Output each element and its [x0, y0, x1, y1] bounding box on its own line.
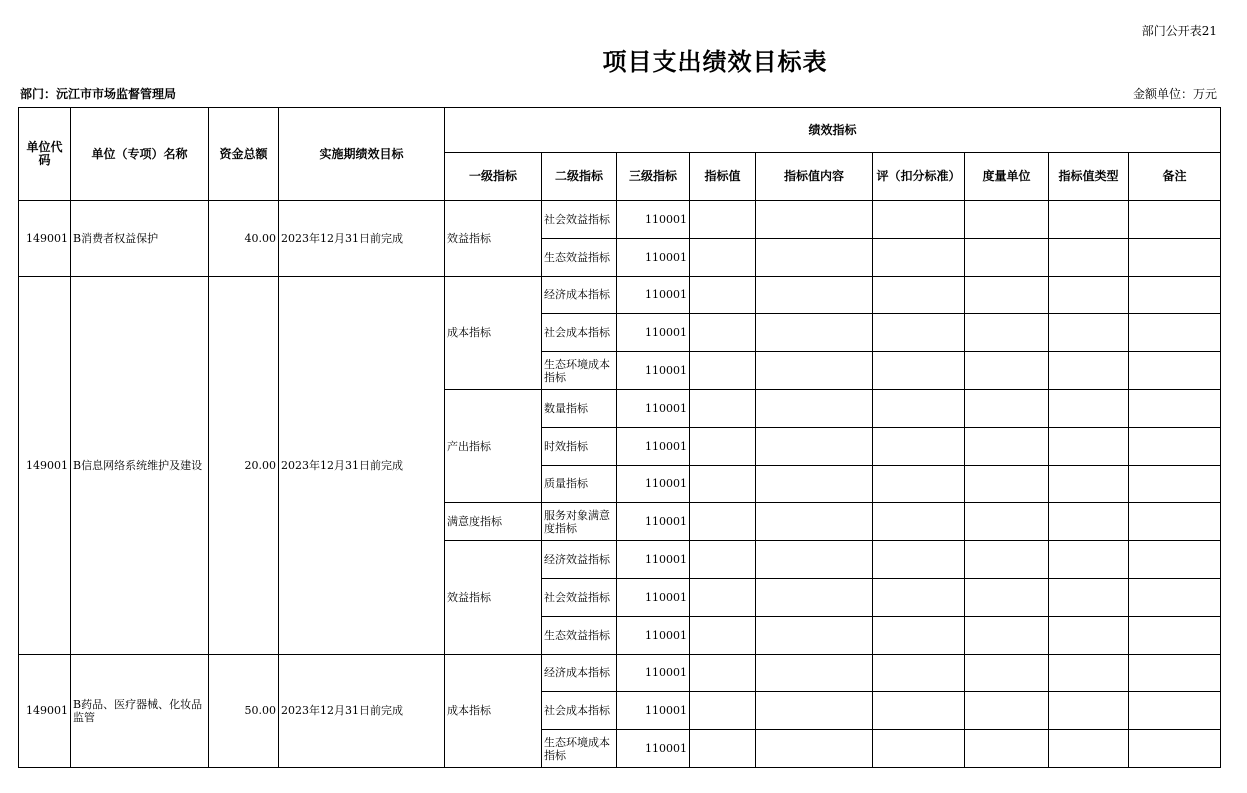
value-cell	[690, 427, 756, 465]
total-funds-cell: 50.00	[209, 654, 279, 767]
header-total-funds: 资金总额	[209, 108, 279, 201]
value-type-cell	[1049, 314, 1129, 352]
measure-unit-cell	[965, 503, 1049, 541]
header-level3: 三级指标	[617, 153, 690, 201]
remark-cell	[1129, 503, 1221, 541]
goal-cell: 2023年12月31日前完成	[279, 276, 445, 654]
level3-cell: 110001	[617, 692, 690, 730]
level3-cell: 110001	[617, 389, 690, 427]
scoring-cell	[873, 465, 965, 503]
measure-unit-cell	[965, 578, 1049, 616]
level1-cell: 产出指标	[445, 389, 542, 502]
level2-cell: 社会效益指标	[542, 578, 617, 616]
measure-unit-cell	[965, 465, 1049, 503]
remark-cell	[1129, 238, 1221, 276]
total-funds-cell: 40.00	[209, 201, 279, 277]
header-value: 指标值	[690, 153, 756, 201]
content-cell	[756, 541, 873, 579]
scoring-cell	[873, 616, 965, 654]
scoring-cell	[873, 692, 965, 730]
table-body	[19, 201, 1221, 768]
level2-cell: 数量指标	[542, 389, 617, 427]
level3-cell: 110001	[617, 503, 690, 541]
scoring-cell	[873, 541, 965, 579]
content-cell	[756, 616, 873, 654]
value-type-cell	[1049, 465, 1129, 503]
value-cell	[690, 578, 756, 616]
level2-cell: 生态效益指标	[542, 238, 617, 276]
level1-cell: 成本指标	[445, 654, 542, 767]
level3-cell: 110001	[617, 654, 690, 692]
content-cell	[756, 692, 873, 730]
table-row	[19, 201, 1221, 239]
unit-code-cell: 149001	[19, 276, 71, 654]
content-cell	[756, 578, 873, 616]
remark-cell	[1129, 730, 1221, 768]
remark-cell	[1129, 654, 1221, 692]
remark-cell	[1129, 352, 1221, 390]
level2-cell: 经济成本指标	[542, 276, 617, 314]
content-cell	[756, 276, 873, 314]
value-cell	[690, 276, 756, 314]
value-type-cell	[1049, 730, 1129, 768]
remark-cell	[1129, 276, 1221, 314]
header-unit-code: 单位代码	[19, 108, 71, 201]
value-cell	[690, 238, 756, 276]
value-cell	[690, 654, 756, 692]
value-type-cell	[1049, 352, 1129, 390]
measure-unit-cell	[965, 730, 1049, 768]
department-label: 部门：沅江市市场监督管理局	[20, 87, 177, 101]
remark-cell	[1129, 389, 1221, 427]
measure-unit-cell	[965, 654, 1049, 692]
value-type-cell	[1049, 201, 1129, 239]
level2-cell: 时效指标	[542, 427, 617, 465]
remark-cell	[1129, 541, 1221, 579]
level3-cell: 110001	[617, 276, 690, 314]
value-cell	[690, 503, 756, 541]
measure-unit-cell	[965, 276, 1049, 314]
value-type-cell	[1049, 389, 1129, 427]
value-cell	[690, 730, 756, 768]
table-row	[19, 276, 1221, 314]
scoring-cell	[873, 578, 965, 616]
measure-unit-cell	[965, 692, 1049, 730]
content-cell	[756, 465, 873, 503]
content-cell	[756, 427, 873, 465]
amount-unit-label: 金额单位：万元	[1132, 87, 1217, 101]
level3-cell: 110001	[617, 201, 690, 239]
content-cell	[756, 654, 873, 692]
level2-cell: 社会成本指标	[542, 314, 617, 352]
level3-cell: 110001	[617, 541, 690, 579]
value-type-cell	[1049, 503, 1129, 541]
value-cell	[690, 541, 756, 579]
total-funds-cell: 20.00	[209, 276, 279, 654]
content-cell	[756, 352, 873, 390]
content-cell	[756, 201, 873, 239]
level2-cell: 生态环境成本指标	[542, 730, 617, 768]
header-goal: 实施期绩效目标	[279, 108, 445, 201]
level2-cell: 经济效益指标	[542, 541, 617, 579]
value-type-cell	[1049, 692, 1129, 730]
header-indicators: 绩效指标	[445, 108, 1221, 153]
content-cell	[756, 389, 873, 427]
content-cell	[756, 314, 873, 352]
measure-unit-cell	[965, 427, 1049, 465]
unit-name-cell: B消费者权益保护	[71, 201, 209, 277]
remark-cell	[1129, 692, 1221, 730]
header-unit-name: 单位（专项）名称	[71, 108, 209, 201]
level3-cell: 110001	[617, 314, 690, 352]
content-cell	[756, 503, 873, 541]
value-type-cell	[1049, 616, 1129, 654]
scoring-cell	[873, 201, 965, 239]
unit-code-cell: 149001	[19, 654, 71, 767]
level2-cell: 经济成本指标	[542, 654, 617, 692]
value-type-cell	[1049, 578, 1129, 616]
header-level1: 一级指标	[445, 153, 542, 201]
remark-cell	[1129, 427, 1221, 465]
level2-cell: 生态环境成本指标	[542, 352, 617, 390]
table-row	[19, 654, 1221, 692]
level1-cell: 效益指标	[445, 201, 542, 277]
level3-cell: 110001	[617, 616, 690, 654]
scoring-cell	[873, 503, 965, 541]
scoring-cell	[873, 389, 965, 427]
level3-cell: 110001	[617, 427, 690, 465]
value-cell	[690, 465, 756, 503]
value-type-cell	[1049, 238, 1129, 276]
measure-unit-cell	[965, 352, 1049, 390]
value-cell	[690, 352, 756, 390]
header-remark: 备注	[1129, 153, 1221, 201]
measure-unit-cell	[965, 201, 1049, 239]
measure-unit-cell	[965, 541, 1049, 579]
remark-cell	[1129, 465, 1221, 503]
scoring-cell	[873, 314, 965, 352]
level3-cell: 110001	[617, 730, 690, 768]
level3-cell: 110001	[617, 465, 690, 503]
value-cell	[690, 314, 756, 352]
header-scoring: 评（扣分标准）	[873, 153, 965, 201]
measure-unit-cell	[965, 238, 1049, 276]
scoring-cell	[873, 427, 965, 465]
performance-table	[18, 107, 1221, 768]
content-cell	[756, 238, 873, 276]
level1-cell: 成本指标	[445, 276, 542, 389]
value-type-cell	[1049, 276, 1129, 314]
header-content: 指标值内容	[756, 153, 873, 201]
remark-cell	[1129, 201, 1221, 239]
level3-cell: 110001	[617, 352, 690, 390]
goal-cell: 2023年12月31日前完成	[279, 654, 445, 767]
level2-cell: 质量指标	[542, 465, 617, 503]
value-cell	[690, 201, 756, 239]
report-number-label: 部门公开表21	[1141, 24, 1217, 38]
level3-cell: 110001	[617, 578, 690, 616]
header-value-type: 指标值类型	[1049, 153, 1129, 201]
value-cell	[690, 389, 756, 427]
value-type-cell	[1049, 654, 1129, 692]
remark-cell	[1129, 616, 1221, 654]
value-type-cell	[1049, 541, 1129, 579]
remark-cell	[1129, 578, 1221, 616]
scoring-cell	[873, 730, 965, 768]
level3-cell: 110001	[617, 238, 690, 276]
content-cell	[756, 730, 873, 768]
goal-cell: 2023年12月31日前完成	[279, 201, 445, 277]
value-cell	[690, 616, 756, 654]
unit-code-cell: 149001	[19, 201, 71, 277]
header-level2: 二级指标	[542, 153, 617, 201]
value-type-cell	[1049, 427, 1129, 465]
measure-unit-cell	[965, 616, 1049, 654]
measure-unit-cell	[965, 389, 1049, 427]
value-cell	[690, 692, 756, 730]
scoring-cell	[873, 276, 965, 314]
scoring-cell	[873, 238, 965, 276]
measure-unit-cell	[965, 314, 1049, 352]
scoring-cell	[873, 352, 965, 390]
unit-name-cell: B药品、医疗器械、化妆品监管	[71, 654, 209, 767]
scoring-cell	[873, 654, 965, 692]
level2-cell: 社会成本指标	[542, 692, 617, 730]
remark-cell	[1129, 314, 1221, 352]
level2-cell: 生态效益指标	[542, 616, 617, 654]
level1-cell: 满意度指标	[445, 503, 542, 541]
header-measure-unit: 度量单位	[965, 153, 1049, 201]
unit-name-cell: B信息网络系统维护及建设	[71, 276, 209, 654]
level2-cell: 社会效益指标	[542, 201, 617, 239]
page-title: 项目支出绩效目标表	[602, 47, 828, 76]
level2-cell: 服务对象满意度指标	[542, 503, 617, 541]
level1-cell: 效益指标	[445, 541, 542, 654]
